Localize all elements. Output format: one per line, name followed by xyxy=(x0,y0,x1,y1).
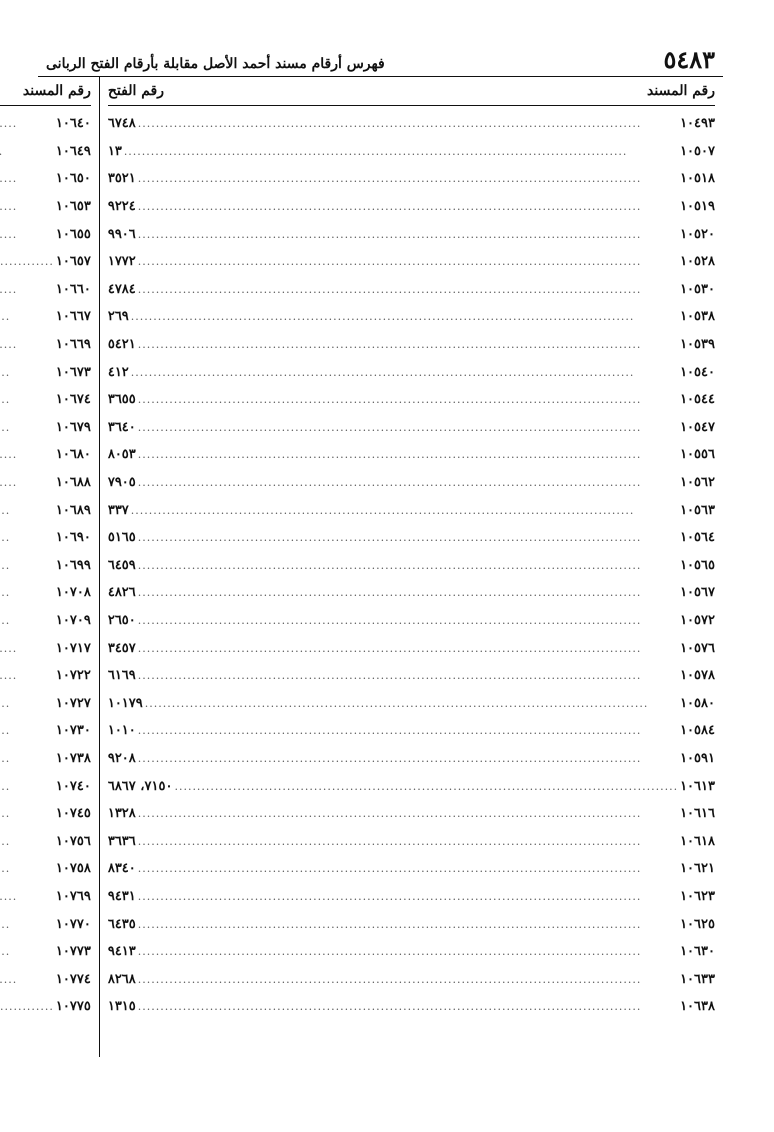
table-row xyxy=(0,827,91,855)
table-row xyxy=(0,248,91,276)
dot-leader xyxy=(0,172,54,185)
musnad-number: ١٠٦٩٩ xyxy=(55,557,91,573)
dot-leader xyxy=(138,752,678,765)
fath-number: ٦١٦٩ xyxy=(107,668,136,684)
table-row xyxy=(0,910,91,938)
table-row xyxy=(0,634,91,662)
table-row xyxy=(0,193,91,221)
musnad-number: ١٠٦٥٧ xyxy=(55,254,91,270)
fath-number: ٦٧٤٨ xyxy=(107,116,136,132)
index-table xyxy=(22,77,723,1057)
dot-leader xyxy=(138,945,678,958)
table-row xyxy=(108,745,715,773)
fath-number: ٨٢٦٨ xyxy=(107,971,136,987)
table-row xyxy=(108,910,715,938)
musnad-number: ١٠٦٤٩ xyxy=(55,143,91,159)
table-row xyxy=(0,607,91,635)
musnad-number: ١٠٥٢٨ xyxy=(680,254,715,270)
dot-leader xyxy=(0,890,54,903)
dot-leader xyxy=(138,614,678,627)
dot-leader xyxy=(0,614,54,627)
fath-number: ٣٦٥٥ xyxy=(107,392,136,408)
table-row xyxy=(108,193,715,221)
musnad-number: ١٠٥٢٠ xyxy=(680,226,715,242)
musnad-number: ١٠٤٩٣ xyxy=(680,116,715,132)
dot-leader xyxy=(0,559,54,572)
musnad-number: ١٠٥٣٩ xyxy=(680,337,715,353)
dot-leader xyxy=(138,393,678,406)
musnad-number: ١٠٥٠٧ xyxy=(680,143,715,159)
table-row xyxy=(108,800,715,828)
musnad-number: ١٠٦٤٠ xyxy=(55,116,91,132)
table-row xyxy=(108,441,715,469)
dot-leader xyxy=(0,421,54,434)
musnad-number: ١٠٦١٦ xyxy=(680,806,715,822)
musnad-number: ١٠٥٩١ xyxy=(680,750,715,766)
dot-leader xyxy=(0,973,54,986)
dot-leader xyxy=(131,310,678,323)
musnad-number: ١٠٦٦٧ xyxy=(55,309,91,325)
musnad-number: ١٠٦٧٣ xyxy=(55,364,91,380)
dot-leader xyxy=(0,338,54,351)
dot-leader xyxy=(0,255,54,268)
table-row xyxy=(0,496,91,524)
fath-number: ٩٤٣١ xyxy=(107,888,136,904)
table-row xyxy=(108,883,715,911)
musnad-number: ١٠٦١٨ xyxy=(680,833,715,849)
fath-number-header: رقم الفتح xyxy=(107,83,164,99)
fath-number: ٤٧٨٤ xyxy=(107,281,136,297)
musnad-number: ١٠٥٤٤ xyxy=(680,392,715,408)
musnad-number: ١٠٥٧٢ xyxy=(680,612,715,628)
dot-leader xyxy=(0,724,54,737)
musnad-number: ١٠٦٩٠ xyxy=(55,530,91,546)
dot-leader xyxy=(0,669,54,682)
table-row xyxy=(108,331,715,359)
dot-leader xyxy=(138,117,678,130)
musnad-number: ١٠٥٤٠ xyxy=(680,364,715,380)
table-row xyxy=(108,717,715,745)
table-row xyxy=(108,827,715,855)
table-row xyxy=(108,386,715,414)
musnad-number: ١٠٥١٨ xyxy=(680,171,715,187)
musnad-number: ١٠٦٨٨ xyxy=(55,475,91,491)
table-row xyxy=(108,579,715,607)
musnad-number: ١٠٧٤٥ xyxy=(55,806,91,822)
dot-leader xyxy=(138,255,678,268)
table-row xyxy=(0,524,91,552)
dot-leader xyxy=(138,807,678,820)
table-row xyxy=(108,634,715,662)
musnad-number: ١٠٧٥٦ xyxy=(55,833,91,849)
dot-leader xyxy=(138,642,678,655)
table-row xyxy=(0,110,91,138)
musnad-number: ١٠٥٣٠ xyxy=(680,281,715,297)
dot-leader xyxy=(0,504,54,517)
musnad-number: ١٠٦٦٠ xyxy=(55,281,91,297)
dot-leader xyxy=(138,421,678,434)
musnad-number: ١٠٧٢٢ xyxy=(55,668,91,684)
fath-number: ٢٦٩ xyxy=(107,309,129,325)
table-row xyxy=(0,579,91,607)
table-row xyxy=(0,938,91,966)
table-row xyxy=(108,414,715,442)
fath-number: ٧٩٠٥ xyxy=(107,475,136,491)
musnad-number: ١٠٧٥٨ xyxy=(55,861,91,877)
table-row xyxy=(108,993,715,1021)
index-column-2 xyxy=(0,77,100,1057)
dot-leader xyxy=(131,504,678,517)
fath-number: ٣٥٢١ xyxy=(107,171,136,187)
dot-leader xyxy=(174,780,678,793)
fath-number: ١٠١٠ xyxy=(107,723,136,739)
table-row xyxy=(108,689,715,717)
table-row xyxy=(108,965,715,993)
table-row xyxy=(108,524,715,552)
dot-leader xyxy=(124,145,678,158)
musnad-number: ١٠٧٦٩ xyxy=(55,888,91,904)
table-row xyxy=(108,662,715,690)
dot-leader xyxy=(138,890,678,903)
dot-leader xyxy=(138,476,678,489)
musnad-number: ١٠٦٢٥ xyxy=(680,916,715,932)
fath-number: ١٣٢٨ xyxy=(107,806,136,822)
dot-leader xyxy=(138,586,678,599)
dot-leader xyxy=(0,448,54,461)
musnad-number: ١٠٦٧٩ xyxy=(55,419,91,435)
table-row xyxy=(108,220,715,248)
table-row xyxy=(108,855,715,883)
dot-leader xyxy=(145,697,678,710)
musnad-number: ١٠٦٢٣ xyxy=(680,888,715,904)
dot-leader xyxy=(0,228,54,241)
dot-leader xyxy=(0,780,54,793)
dot-leader xyxy=(0,200,54,213)
musnad-number: ١٠٧٠٨ xyxy=(55,585,91,601)
fath-number: ٩٩٠٦ xyxy=(107,226,136,242)
musnad-number: ١٠٥٦٤ xyxy=(680,530,715,546)
table-row xyxy=(0,717,91,745)
musnad-number: ١٠٥٦٧ xyxy=(680,585,715,601)
dot-leader xyxy=(138,835,678,848)
dot-leader xyxy=(138,973,678,986)
dot-leader xyxy=(0,697,54,710)
fath-number: ٥١٦٥ xyxy=(107,530,136,546)
running-head xyxy=(38,40,723,77)
musnad-number: ١٠٦٧٤ xyxy=(55,392,91,408)
musnad-number-header: رقم المسند xyxy=(647,83,715,99)
dot-leader xyxy=(138,862,678,875)
table-row xyxy=(0,276,91,304)
document-page xyxy=(22,40,723,1100)
musnad-number: ١٠٧٣٨ xyxy=(55,750,91,766)
musnad-number: ١٠٥٦٥ xyxy=(680,557,715,573)
musnad-number: ١٠٥٦٣ xyxy=(680,502,715,518)
dot-leader xyxy=(0,531,54,544)
musnad-number: ١٠٥٦٢ xyxy=(680,475,715,491)
musnad-number: ١٠٦١٣ xyxy=(680,778,715,794)
musnad-number: ١٠٦٣٠ xyxy=(680,944,715,960)
table-row xyxy=(108,552,715,580)
table-row xyxy=(0,138,91,166)
dot-leader xyxy=(0,642,54,655)
table-row xyxy=(0,772,91,800)
musnad-number: ١٠٦٢١ xyxy=(680,861,715,877)
musnad-number: ١٠٥٧٨ xyxy=(680,668,715,684)
table-row xyxy=(0,662,91,690)
dot-leader xyxy=(0,752,54,765)
musnad-number: ١٠٦٥٠ xyxy=(55,171,91,187)
dot-leader xyxy=(138,448,678,461)
page-title: فهرس أرقام مسند أحمد الأصل مقابلة بأرقام الفتح الربانى xyxy=(46,56,385,72)
table-row xyxy=(0,745,91,773)
table-row xyxy=(0,469,91,497)
fath-number: ٩٢٢٤ xyxy=(107,199,136,215)
dot-leader xyxy=(0,1000,54,1013)
table-row xyxy=(0,165,91,193)
table-row xyxy=(0,552,91,580)
column-header-row xyxy=(0,77,91,106)
dot-leader xyxy=(0,393,54,406)
dot-leader xyxy=(138,724,678,737)
dot-leader xyxy=(0,283,54,296)
musnad-number: ١٠٦٣٨ xyxy=(680,999,715,1015)
dot-leader xyxy=(138,1000,678,1013)
table-row xyxy=(108,248,715,276)
musnad-number: ١٠٦٦٩ xyxy=(55,337,91,353)
dot-leader xyxy=(138,200,678,213)
musnad-number: ١٠٥٥٦ xyxy=(680,447,715,463)
dot-leader xyxy=(0,586,54,599)
musnad-number-header: رقم المسند xyxy=(22,83,91,99)
fath-number: ٥٤٢١ xyxy=(107,337,136,353)
table-row xyxy=(0,800,91,828)
musnad-number: ١٠٥٧٦ xyxy=(680,640,715,656)
dot-leader xyxy=(0,310,54,323)
fath-number: ٣٣٧ xyxy=(107,502,129,518)
table-row xyxy=(108,607,715,635)
musnad-number: ١٠٦٨٩ xyxy=(55,502,91,518)
dot-leader xyxy=(0,117,54,130)
dot-leader xyxy=(0,145,54,158)
musnad-number: ١٠٦٣٣ xyxy=(680,971,715,987)
musnad-number: ١٠٦٨٠ xyxy=(55,447,91,463)
musnad-number: ١٠٥٣٨ xyxy=(680,309,715,325)
table-row xyxy=(108,358,715,386)
musnad-number: ١٠٧٠٩ xyxy=(55,612,91,628)
fath-number: ٣٦٣٦ xyxy=(107,833,136,849)
dot-leader xyxy=(0,835,54,848)
table-row xyxy=(0,965,91,993)
table-row xyxy=(0,303,91,331)
table-row xyxy=(108,138,715,166)
dot-leader xyxy=(0,945,54,958)
dot-leader xyxy=(138,669,678,682)
fath-number: ١٠١٧٩ xyxy=(107,695,143,711)
table-row xyxy=(108,469,715,497)
musnad-number: ١٠٧١٧ xyxy=(55,640,91,656)
musnad-number: ١٠٧٧٥ xyxy=(55,999,91,1015)
dot-leader xyxy=(138,338,678,351)
musnad-number: ١٠٧٢٧ xyxy=(55,695,91,711)
table-row xyxy=(0,331,91,359)
dot-leader xyxy=(138,531,678,544)
table-row xyxy=(108,496,715,524)
musnad-number: ١٠٦٥٥ xyxy=(55,226,91,242)
table-row xyxy=(0,358,91,386)
dot-leader xyxy=(138,918,678,931)
fath-number: ١٣١٥ xyxy=(107,999,136,1015)
fath-number: ٨٠٥٣ xyxy=(107,447,136,463)
table-row xyxy=(108,110,715,138)
fath-number: ١٧٧٢ xyxy=(107,254,136,270)
fath-number: ٤٨٢٦ xyxy=(107,585,136,601)
dot-leader xyxy=(138,172,678,185)
musnad-number: ١٠٥٤٧ xyxy=(680,419,715,435)
table-row xyxy=(108,276,715,304)
dot-leader xyxy=(0,476,54,489)
fath-number: ٩٢٠٨ xyxy=(107,750,136,766)
dot-leader xyxy=(131,366,678,379)
table-row xyxy=(0,441,91,469)
table-row xyxy=(0,220,91,248)
column-header-row xyxy=(108,77,715,106)
dot-leader xyxy=(138,283,678,296)
musnad-number: ١٠٥١٩ xyxy=(680,199,715,215)
musnad-number: ١٠٥٨٤ xyxy=(680,723,715,739)
fath-number: ٧١٥٠، ٦٨٦٧ xyxy=(107,778,173,794)
fath-number: ٣٤٥٧ xyxy=(107,640,136,656)
table-row xyxy=(0,414,91,442)
musnad-number: ١٠٧٤٠ xyxy=(55,778,91,794)
musnad-number: ١٠٧٧٠ xyxy=(55,916,91,932)
fath-number: ٤١٢ xyxy=(107,364,129,380)
dot-leader xyxy=(0,862,54,875)
index-column-1 xyxy=(100,77,723,1057)
musnad-number: ١٠٥٨٠ xyxy=(680,695,715,711)
table-row xyxy=(108,165,715,193)
dot-leader xyxy=(0,918,54,931)
dot-leader xyxy=(138,559,678,572)
fath-number: ١٣ xyxy=(107,143,122,159)
fath-number: ٦٤٥٩ xyxy=(107,557,136,573)
musnad-number: ١٠٧٧٤ xyxy=(55,971,91,987)
table-row xyxy=(108,303,715,331)
table-row xyxy=(0,883,91,911)
dot-leader xyxy=(0,807,54,820)
table-row xyxy=(0,689,91,717)
fath-number: ٦٤٣٥ xyxy=(107,916,136,932)
table-row xyxy=(0,993,91,1021)
fath-number: ٨٣٤٠ xyxy=(107,861,136,877)
musnad-number: ١٠٦٥٣ xyxy=(55,199,91,215)
table-row xyxy=(108,938,715,966)
musnad-number: ١٠٧٣٠ xyxy=(55,723,91,739)
musnad-number: ١٠٧٧٣ xyxy=(55,944,91,960)
dot-leader xyxy=(0,366,54,379)
dot-leader xyxy=(138,228,678,241)
fath-number: ٢٦٥٠ xyxy=(107,612,136,628)
fath-number: ٣٦٤٠ xyxy=(107,419,136,435)
table-row xyxy=(0,855,91,883)
page-number: ٥٤٨٣ xyxy=(663,45,715,74)
table-row xyxy=(108,772,715,800)
table-row xyxy=(0,386,91,414)
fath-number: ٩٤١٣ xyxy=(107,944,136,960)
